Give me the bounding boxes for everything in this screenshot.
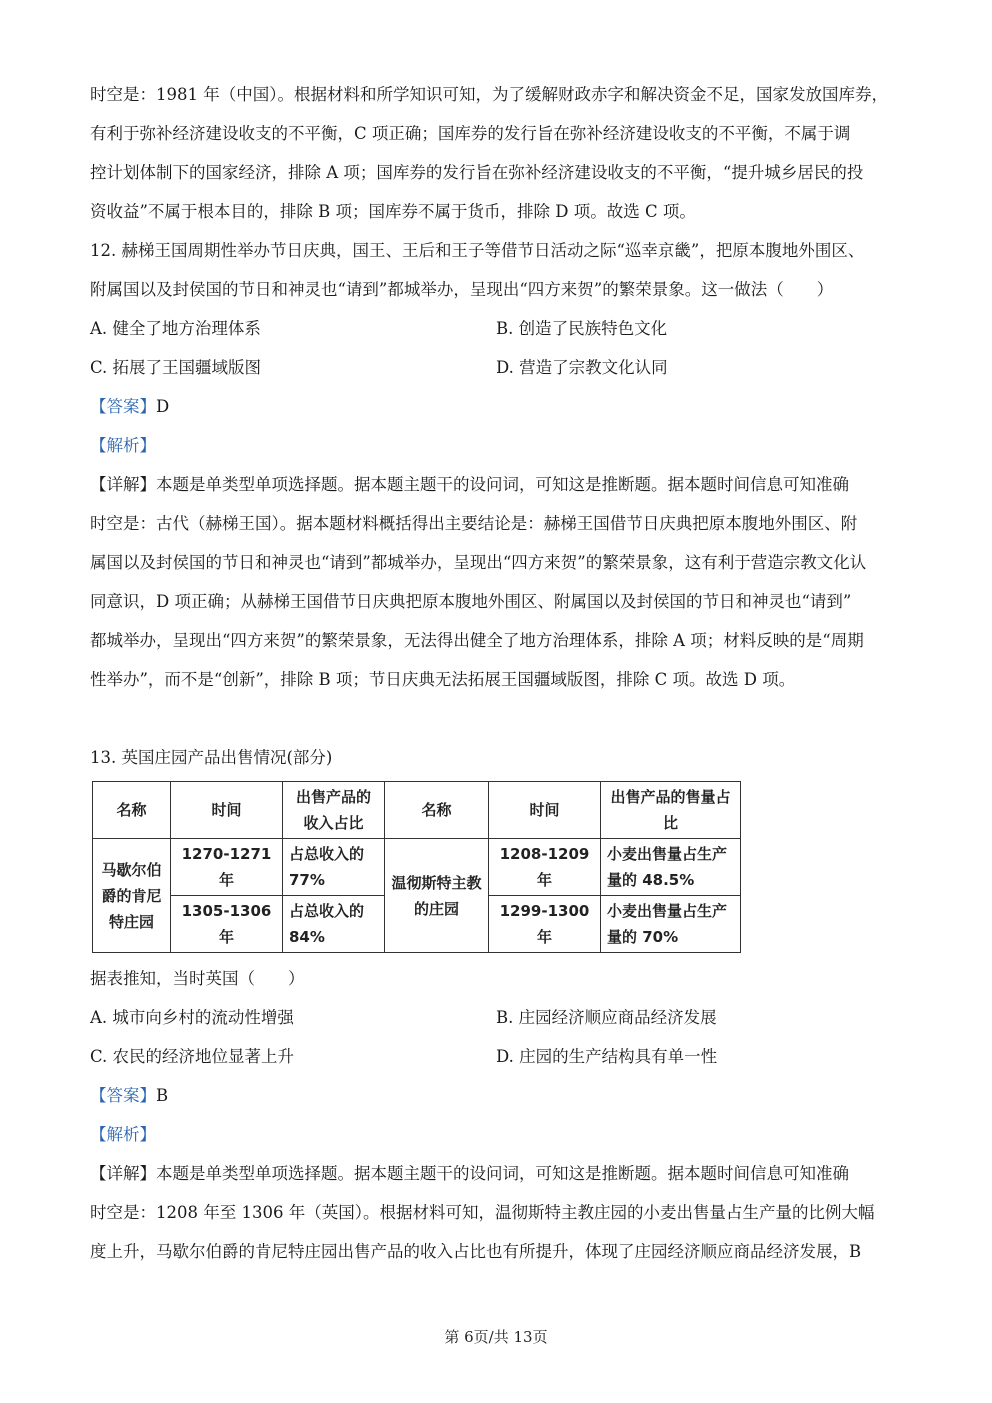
analysis-tag: 【解析】	[90, 436, 156, 455]
answer-tag: 【答案】	[90, 397, 156, 416]
answer-value: B	[156, 1086, 169, 1105]
table-cell: 1270-1271 年	[171, 839, 283, 896]
q12-detail-first-line	[90, 473, 910, 497]
q13-detail-line: 时空是：1208 年至 1306 年（英国）。根据材料可知，温彻斯特主教庄园的小麦出售量占生产量的比例大幅	[90, 1203, 875, 1222]
q13-answer	[90, 1084, 910, 1108]
table-header-cell: 名称	[385, 782, 489, 839]
table-header-row	[93, 782, 741, 839]
q13-analysis-tag	[90, 1123, 910, 1147]
table-cell: 1208-1209 年	[489, 839, 601, 896]
table-cell-manor-name: 温彻斯特主教的庄园	[385, 839, 489, 953]
answer-tag: 【答案】	[90, 1086, 156, 1105]
q12-option-d: D. 营造了宗教文化认同	[496, 358, 668, 377]
table-header-cell: 时间	[489, 782, 601, 839]
q12-analysis-tag	[90, 434, 910, 458]
q13-option-d: D. 庄园的生产结构具有单一性	[496, 1047, 718, 1066]
detail-tag: 【详解】	[90, 475, 156, 494]
text-line: 资收益”不属于根本目的，排除 B 项；国库券不属于货币，排除 D 项。故选 C 项。	[90, 202, 696, 221]
q13-question: 据表推知，当时英国（ ）	[90, 969, 305, 988]
table-cell: 小麦出售量占生产量的 48.5%	[601, 839, 741, 896]
text-line: 时空是：1981 年（中国）。根据材料和所学知识可知，为了缓解财政赤字和解决资金不足，国家发放国库券，	[90, 85, 888, 104]
q12-answer	[90, 395, 910, 419]
q12-detail-line: 性举办”，而不是“创新”，排除 B 项；节日庆典无法拓展王国疆域版图，排除 C 项。故选 D 项。	[90, 670, 796, 689]
q12-stem-line: 附属国以及封侯国的节日和神灵也“请到”都城举办，呈现出“四方来贺”的繁荣景象。这一做法（ ）	[90, 280, 834, 299]
page-footer: 第 6页/共 13页	[444, 1328, 548, 1346]
table-cell: 小麦出售量占生产量的 70%	[601, 896, 741, 953]
text-line: 控计划体制下的国家经济，排除 A 项；国库券的发行旨在弥补经济建设收支的不平衡，“提升城乡居民的投	[90, 163, 864, 182]
q13-detail-line: 度上升，马歇尔伯爵的肯尼特庄园出售产品的收入占比也有所提升，体现了庄园经济顺应商品经济发展，B	[90, 1242, 862, 1261]
q13-title: 13. 英国庄园产品出售情况(部分)	[90, 748, 333, 767]
q12-detail-line: 时空是：古代（赫梯王国）。据本题材料概括得出主要结论是：赫梯王国借节日庆典把原本腹地外围区、附	[90, 514, 858, 533]
q12-option-c: C. 拓展了王国疆域版图	[90, 358, 262, 377]
q13-option-c: C. 农民的经济地位显著上升	[90, 1047, 295, 1066]
table-header-cell: 出售产品的售量占比	[601, 782, 741, 839]
analysis-tag: 【解析】	[90, 1125, 156, 1144]
table-row	[93, 839, 741, 896]
table-header-cell: 名称	[93, 782, 171, 839]
table-cell: 1305-1306 年	[171, 896, 283, 953]
q13-option-a: A. 城市向乡村的流动性增强	[90, 1008, 294, 1027]
detail-tag: 【详解】	[90, 1164, 156, 1183]
q12-option-a: A. 健全了地方治理体系	[90, 319, 261, 338]
q13-detail-first-line	[90, 1162, 910, 1186]
table-cell: 1299-1300 年	[489, 896, 601, 953]
q12-stem-line: 12. 赫梯王国周期性举办节日庆典，国王、王后和王子等借节日活动之际“巡幸京畿”，把原本腹地外围区、	[90, 241, 865, 260]
q12-option-b: B. 创造了民族特色文化	[496, 319, 668, 338]
q13-option-b: B. 庄园经济顺应商品经济发展	[496, 1008, 717, 1027]
detail-text: 本题是单类型单项选择题。据本题主题干的设问词，可知这是推断题。据本题时间信息可知准确	[156, 475, 849, 494]
q13-table	[92, 781, 741, 953]
answer-value: D	[156, 397, 170, 416]
table-cell-manor-name: 马歇尔伯爵的肯尼特庄园	[93, 839, 171, 953]
text-line: 有利于弥补经济建设收支的不平衡，C 项正确；国库券的发行旨在弥补经济建设收支的不平衡，不属于调	[90, 124, 851, 143]
table-header-cell: 出售产品的收入占比	[283, 782, 385, 839]
table-cell: 占总收入的 84%	[283, 896, 385, 953]
q12-detail-line: 都城举办，呈现出“四方来贺”的繁荣景象，无法得出健全了地方治理体系，排除 A 项；材料反映的是“周期	[90, 631, 864, 650]
table-header-cell: 时间	[171, 782, 283, 839]
detail-text: 本题是单类型单项选择题。据本题主题干的设问词，可知这是推断题。据本题时间信息可知准确	[156, 1164, 849, 1183]
table-cell: 占总收入的 77%	[283, 839, 385, 896]
q12-detail-line: 同意识，D 项正确；从赫梯王国借节日庆典把原本腹地外围区、附属国以及封侯国的节日和神灵也“请到”	[90, 592, 852, 611]
q12-detail-line: 属国以及封侯国的节日和神灵也“请到”都城举办，呈现出“四方来贺”的繁荣景象，这有利于营造宗教文化认	[90, 553, 867, 572]
